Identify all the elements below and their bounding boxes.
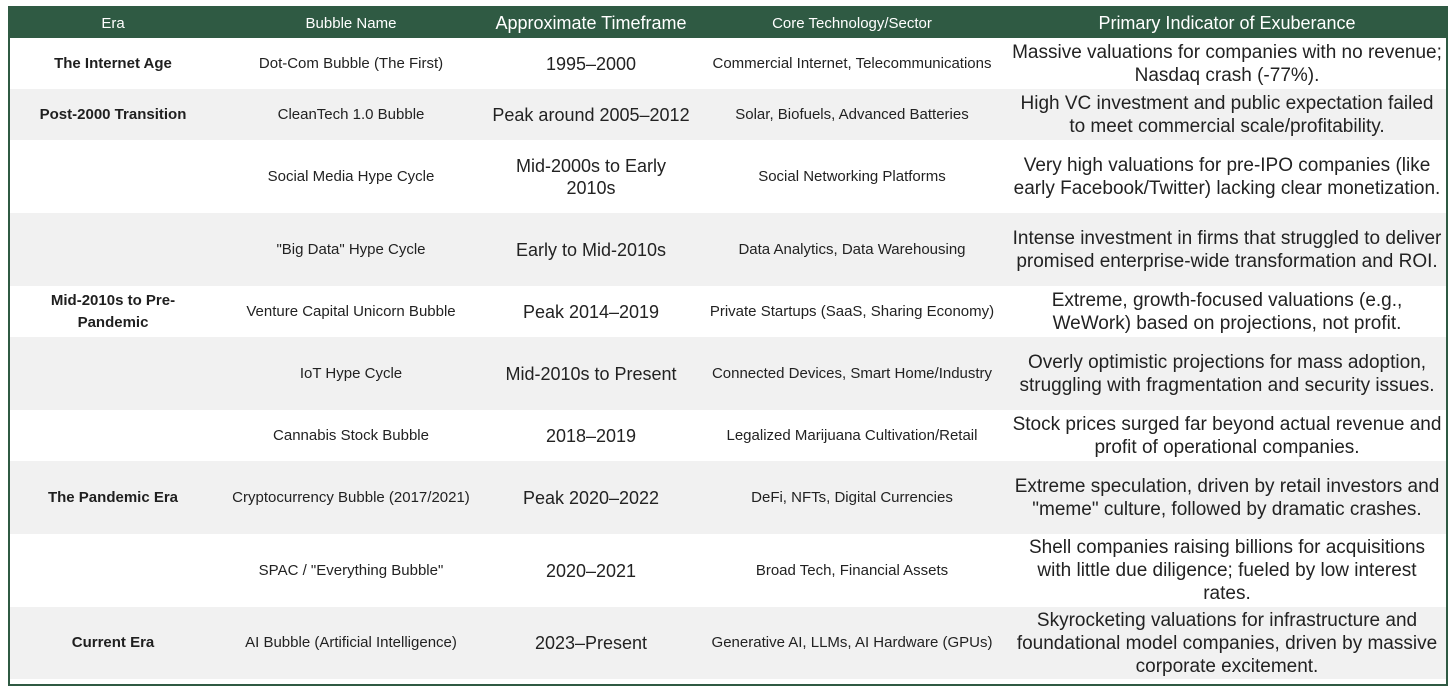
cell-indicator: Overly optimistic projections for mass adoption, struggling with fragmentation and security issues. [1008, 337, 1446, 410]
cell-timeframe: Peak 2020–2022 [486, 461, 696, 534]
table-row [10, 286, 1446, 337]
table-row [10, 607, 1446, 679]
cell-sector: Connected Devices, Smart Home/Industry [696, 337, 1008, 410]
cell-bubble-name: Social Media Hype Cycle [216, 140, 486, 213]
cell-indicator: Shell companies raising billions for acquisitions with little due diligence; fueled by low interest rates. [1008, 534, 1446, 607]
table-header [10, 8, 1446, 38]
cell-era [10, 337, 216, 410]
cell-timeframe: Peak 2014–2019 [486, 286, 696, 337]
cell-bubble-name: Cryptocurrency Bubble (2017/2021) [216, 461, 486, 534]
cell-sector: Commercial Internet, Telecommunications [696, 38, 1008, 89]
cell-era: Mid-2010s to Pre-Pandemic [10, 286, 216, 337]
cell-era: The Internet Age [10, 38, 216, 89]
cell-indicator: Massive valuations for companies with no revenue; Nasdaq crash (-77%). [1008, 38, 1446, 89]
table-row [10, 461, 1446, 534]
cell-bubble-name: SPAC / "Everything Bubble" [216, 534, 486, 607]
header-sector: Core Technology/Sector [696, 8, 1008, 38]
cell-timeframe: 2023–Present [486, 607, 696, 679]
cell-era [10, 213, 216, 286]
cell-era [10, 410, 216, 461]
cell-timeframe: 1995–2000 [486, 38, 696, 89]
cell-sector: Private Startups (SaaS, Sharing Economy) [696, 286, 1008, 337]
cell-sector: DeFi, NFTs, Digital Currencies [696, 461, 1008, 534]
table-row [10, 337, 1446, 410]
cell-indicator: High VC investment and public expectation failed to meet commercial scale/profitability. [1008, 89, 1446, 140]
cell-indicator: Extreme speculation, driven by retail investors and "meme" culture, followed by dramatic crashes. [1008, 461, 1446, 534]
table-row [10, 38, 1446, 89]
cell-indicator: Intense investment in firms that struggled to deliver promised enterprise-wide transformation and ROI. [1008, 213, 1446, 286]
cell-sector: Generative AI, LLMs, AI Hardware (GPUs) [696, 607, 1008, 679]
cell-bubble-name: "Big Data" Hype Cycle [216, 213, 486, 286]
header-era: Era [10, 8, 216, 38]
table-row [10, 213, 1446, 286]
cell-era: The Pandemic Era [10, 461, 216, 534]
cell-indicator: Stock prices surged far beyond actual revenue and profit of operational companies. [1008, 410, 1446, 461]
cell-indicator: Skyrocketing valuations for infrastructure and foundational model companies, driven by massive corporate excitement. [1008, 607, 1446, 679]
header-bubble-name: Bubble Name [216, 8, 486, 38]
cell-indicator: Very high valuations for pre-IPO companies (like early Facebook/Twitter) lacking clear monetization. [1008, 140, 1446, 213]
cell-sector: Data Analytics, Data Warehousing [696, 213, 1008, 286]
table-row [10, 410, 1446, 461]
cell-sector: Legalized Marijuana Cultivation/Retail [696, 410, 1008, 461]
cell-era: Current Era [10, 607, 216, 679]
cell-bubble-name: AI Bubble (Artificial Intelligence) [216, 607, 486, 679]
cell-sector: Social Networking Platforms [696, 140, 1008, 213]
cell-timeframe: 2020–2021 [486, 534, 696, 607]
cell-bubble-name: CleanTech 1.0 Bubble [216, 89, 486, 140]
cell-era: Post-2000 Transition [10, 89, 216, 140]
bubble-table [10, 8, 1446, 679]
table-row [10, 89, 1446, 140]
header-row [10, 8, 1446, 38]
cell-era [10, 140, 216, 213]
header-timeframe: Approximate Timeframe [486, 8, 696, 38]
table-row [10, 140, 1446, 213]
cell-timeframe: 2018–2019 [486, 410, 696, 461]
cell-timeframe: Mid-2010s to Present [486, 337, 696, 410]
cell-bubble-name: Cannabis Stock Bubble [216, 410, 486, 461]
table-body [10, 38, 1446, 679]
cell-timeframe: Mid-2000s to Early 2010s [486, 140, 696, 213]
cell-bubble-name: Dot-Com Bubble (The First) [216, 38, 486, 89]
cell-bubble-name: IoT Hype Cycle [216, 337, 486, 410]
header-indicator: Primary Indicator of Exuberance [1008, 8, 1446, 38]
bubble-table-frame [8, 6, 1448, 686]
cell-sector: Broad Tech, Financial Assets [696, 534, 1008, 607]
cell-timeframe: Early to Mid-2010s [486, 213, 696, 286]
table-row [10, 534, 1446, 607]
cell-timeframe: Peak around 2005–2012 [486, 89, 696, 140]
cell-indicator: Extreme, growth-focused valuations (e.g., WeWork) based on projections, not profit. [1008, 286, 1446, 337]
cell-bubble-name: Venture Capital Unicorn Bubble [216, 286, 486, 337]
cell-era [10, 534, 216, 607]
cell-sector: Solar, Biofuels, Advanced Batteries [696, 89, 1008, 140]
